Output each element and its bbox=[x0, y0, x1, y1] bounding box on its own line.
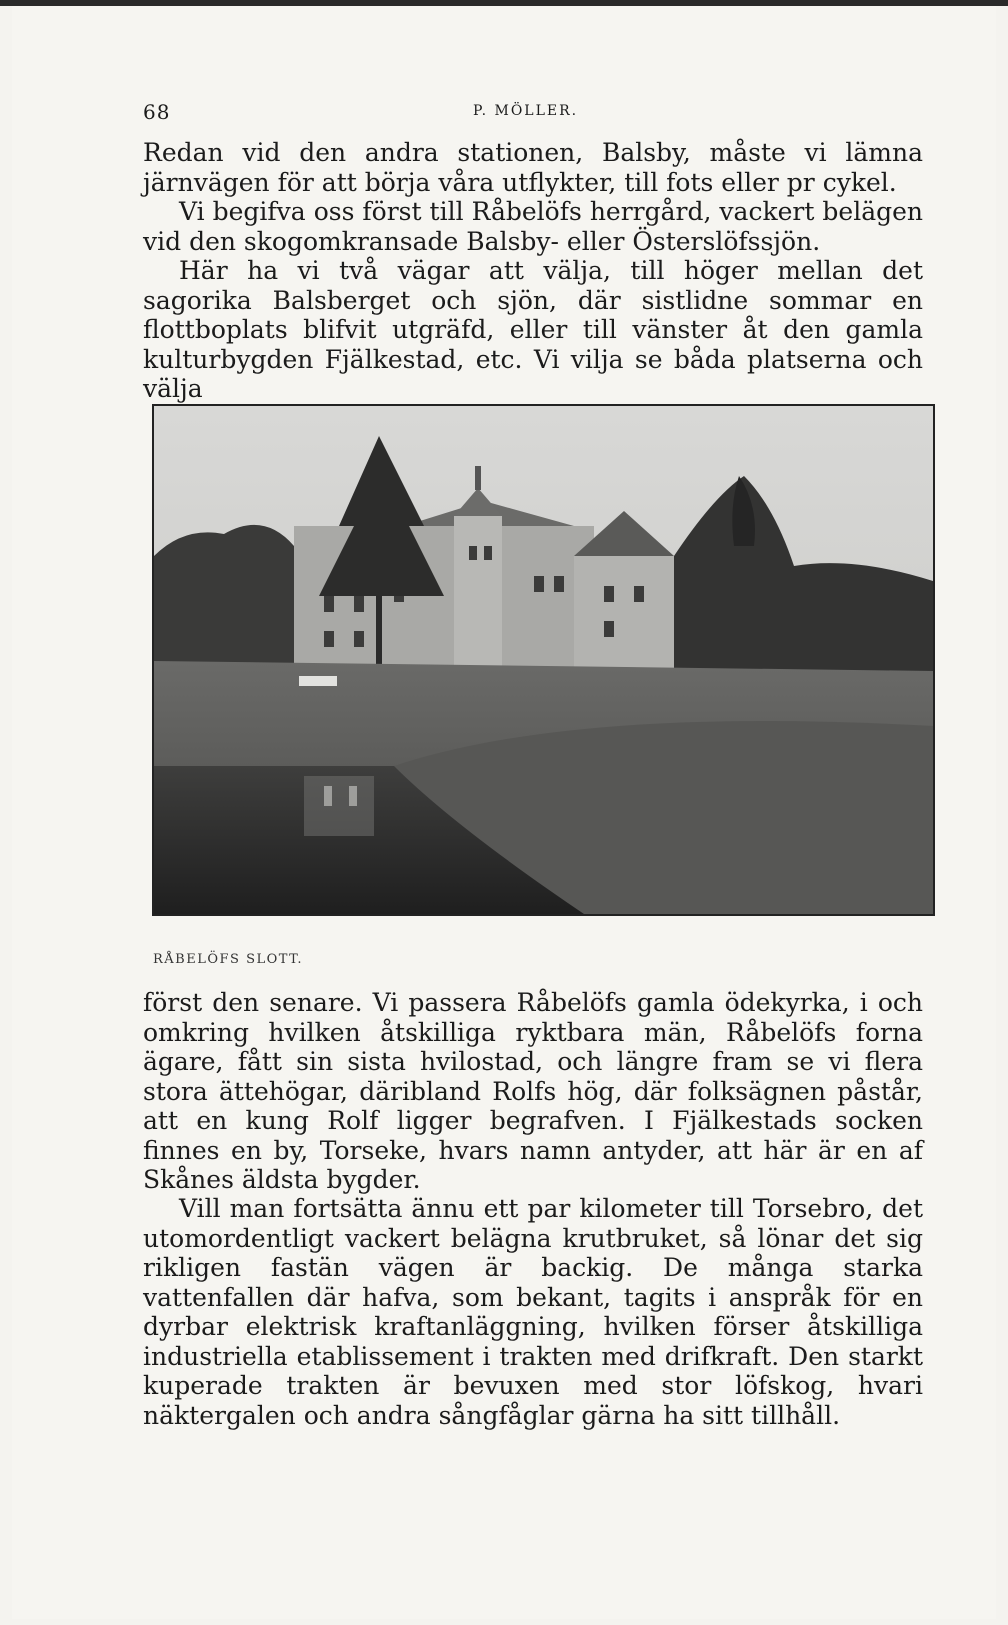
paragraph-2: Vi begifva oss först till Råbelöfs herrgård, vackert belägen vid den skogomkransade Balsby- eller Österslöfssjön. bbox=[143, 197, 923, 256]
page-header bbox=[143, 100, 923, 124]
paragraph-5: Vill man fortsätta ännu ett par kilometer till Torsebro, det utomordentligt vackert belägna krutbruket, så lönar det sig rikligen fastän vägen är backig. De många starka vattenfallen där hafva, som bekant, tagits i anspråk för en dyrbar elektrisk kraftanläggning, hvilken förser åtskilliga industriella etablissement i trakten med drifkraft. Den starkt kuperade trakten är bevuxen med stor löfskog, hvari näktergalen och andra sångfåglar gärna ha sitt tillhåll. bbox=[143, 1194, 923, 1430]
paragraph-3: Här ha vi två vägar att välja, till höger mellan det sagorika Balsberget och sjön, där sistlidne sommar en flottboplats blifvit utgräfd, eller till vänster åt den gamla kulturbygden Fjälkestad, etc. Vi vilja se båda platserna och välja bbox=[143, 256, 923, 403]
page-number: 68 bbox=[143, 100, 171, 124]
running-head: P. MÖLLER. bbox=[473, 103, 579, 119]
castle-photo-illustration bbox=[154, 406, 933, 914]
castle-photograph bbox=[152, 404, 935, 916]
paragraph-4: först den senare. Vi passera Råbelöfs gamla ödekyrka, i och omkring hvilken åtskilliga ryktbara män, Råbelöfs forna ägare, fått sin sista hvilostad, och längre fram se vi flera stora ättehögar, däribland Rolfs hög, där folksägnen påstår, att en kung Rolf ligger begrafven. I Fjälkestads socken finnes en by, Torseke, hvars namn antyder, att här är en af Skånes äldsta bygder. bbox=[143, 988, 923, 1194]
figure-caption: RÅBELÖFS SLOTT. bbox=[153, 952, 304, 967]
paragraph-1: Redan vid den andra stationen, Balsby, måste vi lämna järnvägen för att börja våra utflykter, till fots eller pr cykel. bbox=[143, 138, 923, 197]
